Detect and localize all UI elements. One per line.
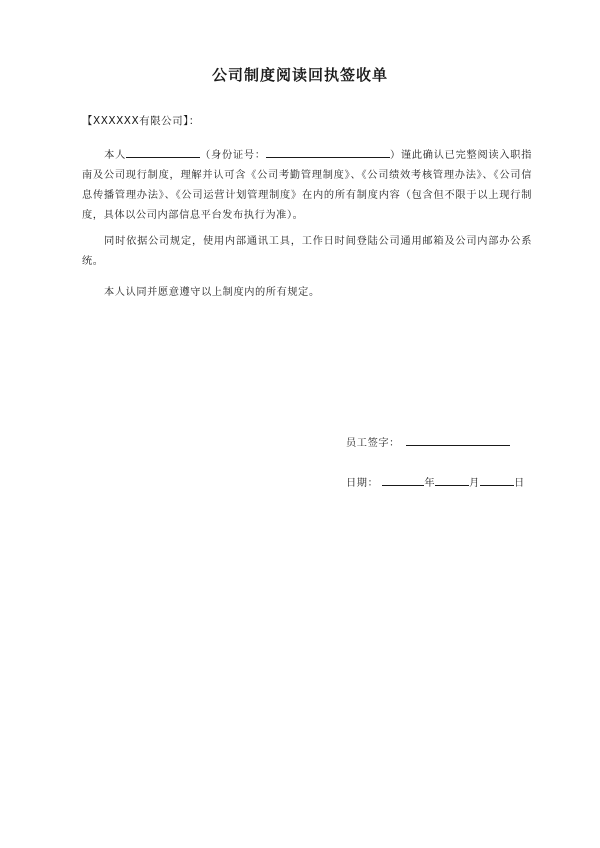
paragraph-confirmation: [82, 145, 532, 226]
agreement-text: 本人认同并愿意遵守以上制度内的所有规定。: [104, 287, 320, 298]
year-label: 年: [424, 478, 436, 489]
month-blank: [435, 473, 469, 486]
paragraph-communication: [82, 232, 532, 272]
document-title: 公司制度阅读回执签收单: [211, 66, 388, 84]
id-number-blank: [266, 145, 390, 158]
name-blank: [126, 145, 200, 158]
year-blank: [382, 473, 424, 486]
date-label: 日期：: [346, 478, 379, 489]
paragraph-agreement: [82, 283, 532, 303]
employee-signature-blank: [406, 433, 510, 446]
id-label-open: （身份证号：: [200, 150, 266, 161]
name-prefix: 本人: [104, 150, 127, 161]
date-row: [346, 473, 525, 489]
employee-signature-label: 员工签字：: [346, 438, 400, 449]
confirmation-text: ）谨此确认已完整阅读入职指南及公司现行制度，理解并认可含《公司考勤管理制度》、《公司绩效考核管理办法》、《公司信息传播管理办法》、《公司运营计划管理制度》在内的所有制度内容（包含但不限于以上现行制度，具体以公司内部信息平台发布执行为准）。: [82, 150, 532, 221]
month-label: 月: [469, 478, 480, 489]
communication-text: 同时依据公司规定，使用内部通讯工具，工作日时间登陆公司通用邮箱及公司内部办公系统。: [82, 236, 532, 267]
employee-signature-row: [346, 433, 510, 449]
day-blank: [480, 473, 514, 486]
addressee: 【XXXXXX有限公司】：: [82, 115, 200, 127]
day-label: 日: [513, 478, 525, 489]
